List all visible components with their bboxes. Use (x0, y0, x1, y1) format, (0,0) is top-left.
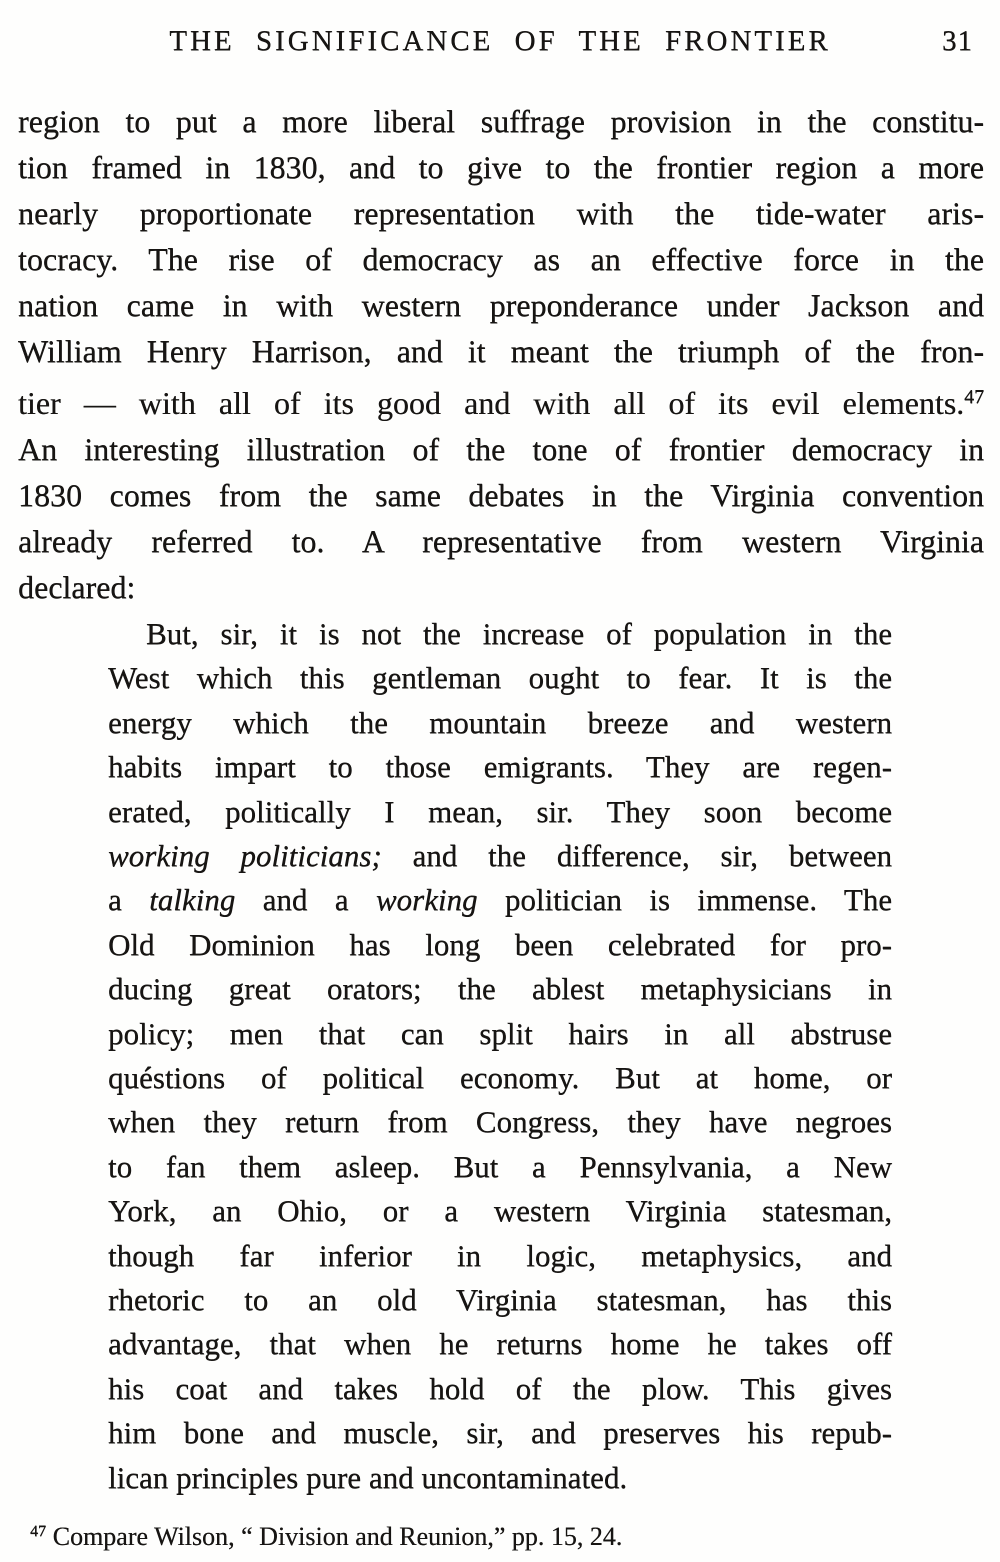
text-segment: talking (149, 882, 236, 918)
text-segment: energy which the mountain breeze and western (108, 704, 892, 740)
quote-line (108, 967, 892, 1011)
quote-line (108, 1367, 892, 1411)
text-segment: tion framed in 1830, and to give to the frontier region a more (18, 149, 984, 185)
block-quote (108, 612, 892, 1500)
quote-line (108, 1100, 892, 1144)
quote-line (108, 1012, 892, 1056)
text-segment: Old Dominion has long been celebrated for pro- (108, 926, 892, 962)
text-segment: though far inferior in logic, metaphysics, and (108, 1237, 892, 1273)
quote-line (108, 834, 892, 878)
quote-line (108, 1145, 892, 1189)
text-segment: and the difference, sir, between (381, 837, 892, 873)
text-segment: him bone and muscle, sir, and preserves his repub- (108, 1415, 892, 1451)
text-segment: his coat and takes hold of the plow. This gives (108, 1370, 892, 1406)
quote-line (108, 1189, 892, 1233)
text-segment: advantage, that when he returns home he takes off (108, 1326, 892, 1362)
paragraph-line (18, 236, 984, 282)
footnote-marker: 47 (30, 1523, 47, 1541)
page-number: 31 (942, 25, 973, 57)
quote-line (108, 1456, 892, 1500)
text-segment: working (375, 882, 478, 918)
quote-line (108, 1056, 892, 1100)
text-segment: West which this gentleman ought to fear. It is the (108, 660, 892, 696)
text-segment: William Henry Harrison, and it meant the triumph of the fron- (18, 333, 984, 369)
main-paragraph (18, 98, 984, 610)
text-segment: tocracy. The rise of democracy as an effective force in the (18, 241, 984, 277)
text-segment: region to put a more liberal suffrage provision in the constitu- (18, 103, 984, 139)
paragraph-line (18, 144, 984, 190)
footnote-line (30, 1516, 978, 1553)
text-segment: habits impart to those emigrants. They are regen- (108, 749, 892, 785)
quote-line (108, 790, 892, 834)
paragraph-line (18, 374, 984, 426)
text-segment: politician is immense. The (477, 882, 892, 918)
text-segment: lican principles pure and uncontaminated. (108, 1459, 628, 1495)
text-segment: An interesting illustration of the tone of frontier democracy in (18, 430, 984, 467)
text-segment: erated, politically I mean, sir. They soon become (108, 793, 892, 829)
paragraph-line (18, 518, 984, 564)
paragraph-line (18, 426, 984, 472)
quote-line (108, 1234, 892, 1278)
quote-line (108, 1411, 892, 1455)
quote-line (108, 1322, 892, 1366)
paragraph-line (18, 564, 984, 610)
text-segment: when they return from Congress, they have negroes (108, 1104, 892, 1140)
quote-line (108, 656, 892, 700)
text-segment: quéstions of political economy. But at home, or (108, 1059, 892, 1095)
paragraph-line (18, 98, 984, 144)
text-segment: York, an Ohio, or a western Virginia statesman, (108, 1193, 892, 1229)
text-segment: declared: (18, 568, 136, 605)
paragraph-line (18, 328, 984, 374)
paragraph-line (18, 282, 984, 328)
text-segment: a (108, 882, 150, 918)
quote-line (108, 878, 892, 922)
text-segment: already referred to. A representative from western Virginia (18, 522, 984, 559)
paragraph-line (18, 472, 984, 518)
text-segment: nearly proportionate representation with the tide-water aris- (18, 195, 984, 231)
text-segment: and a (235, 882, 376, 918)
text-segment: But, sir, it is not the increase of population in the (146, 615, 892, 651)
footnote-marker: 47 (964, 386, 984, 408)
text-segment: tier — with all of its good and with all of its evil elements. (18, 384, 965, 421)
text-segment: ducing great orators; the ablest metaphysicians in (108, 971, 892, 1007)
paragraph-line (18, 190, 984, 236)
quote-line (108, 923, 892, 967)
quote-line (108, 701, 892, 745)
running-title: THE SIGNIFICANCE OF THE FRONTIER (169, 25, 831, 57)
quote-line (108, 612, 892, 656)
text-segment: nation came in with western preponderance under Jackson and (18, 287, 984, 323)
text-segment: working politicians; (108, 837, 382, 873)
page-header (0, 0, 1000, 56)
quote-line (108, 745, 892, 789)
text-segment: rhetoric to an old Virginia statesman, has this (108, 1282, 892, 1317)
text-segment: policy; men that can split hairs in all abstruse (108, 1015, 892, 1051)
text-segment: Compare Wilson, “ Division and Reunion,” pp. 15, 24. (46, 1521, 623, 1551)
text-segment: to fan them asleep. But a Pennsylvania, a New (108, 1148, 892, 1184)
text-segment: 1830 comes from the same debates in the Virginia convention (18, 476, 984, 513)
quote-line (108, 1278, 892, 1322)
footnote (30, 1516, 978, 1553)
